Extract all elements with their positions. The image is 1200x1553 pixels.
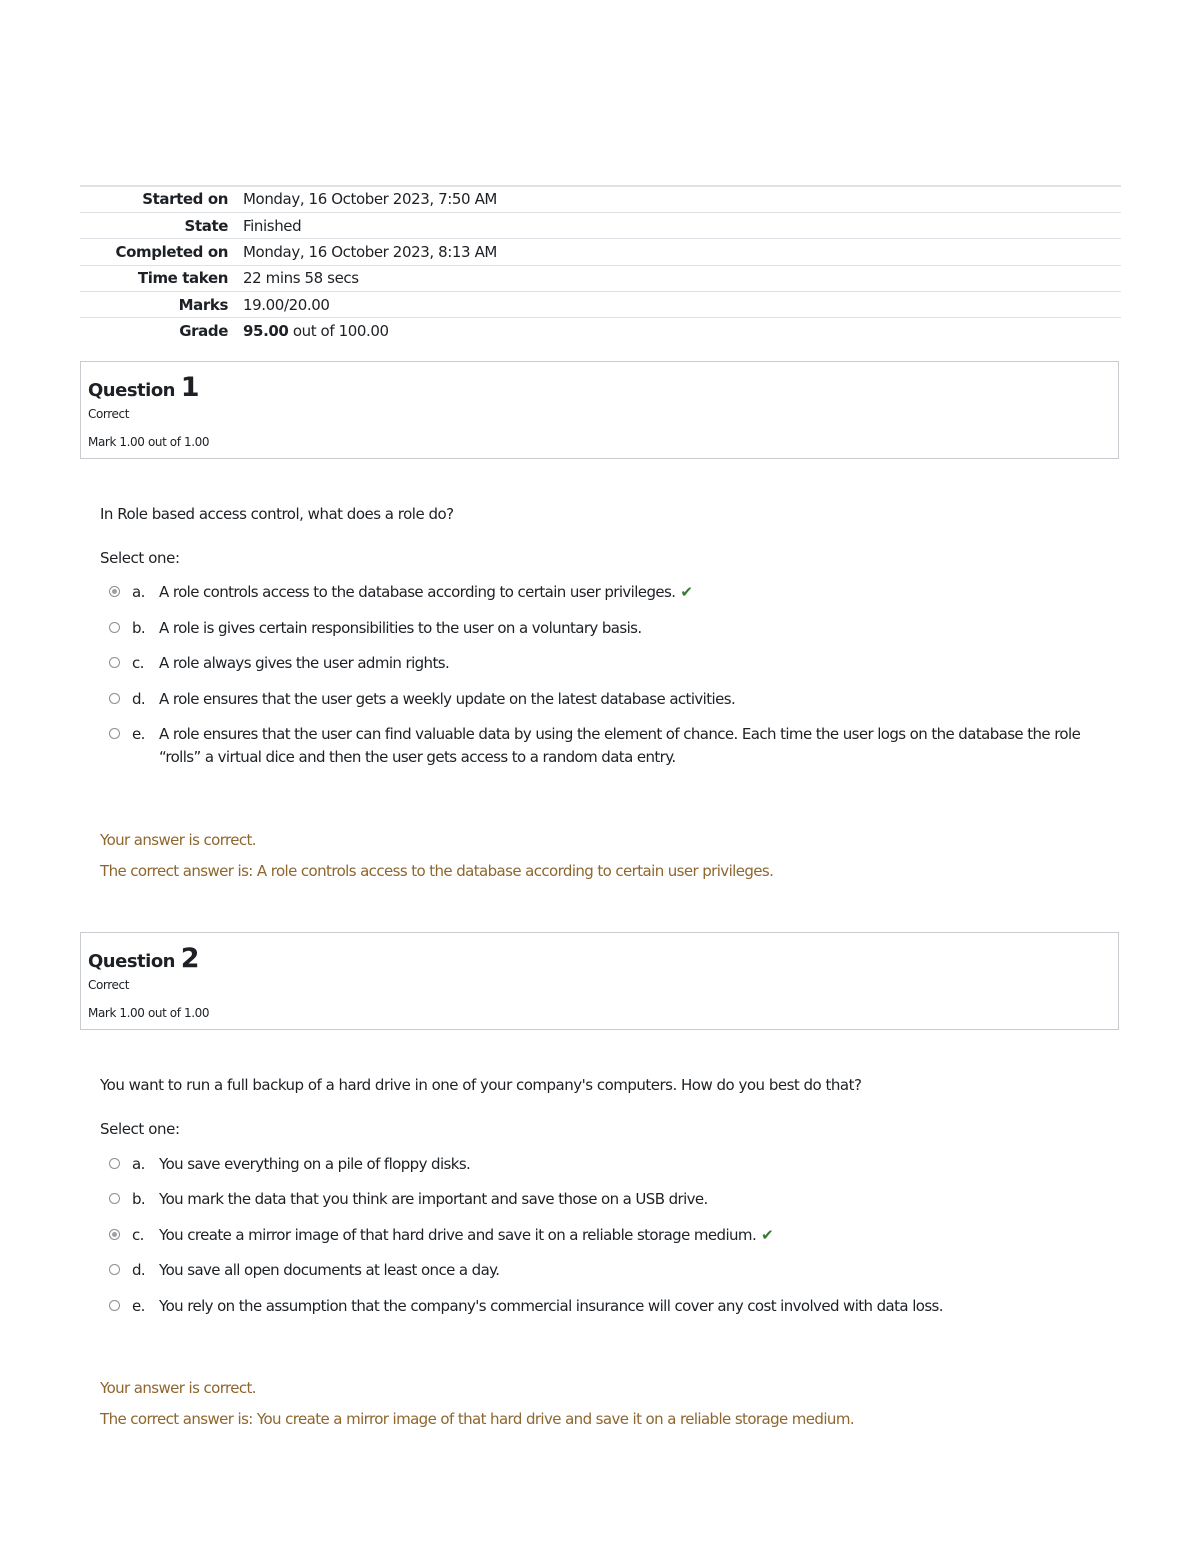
check-icon: ✔ (680, 583, 693, 601)
summary-label: State (184, 216, 228, 235)
summary-row-time-taken (80, 265, 1121, 291)
question-number (88, 943, 199, 974)
radio-button[interactable] (109, 657, 120, 668)
summary-label: Grade (179, 322, 228, 341)
summary-value (243, 318, 1121, 344)
question-grade: Mark 1.00 out of 1.00 (88, 1006, 210, 1020)
question-2-text: You want to run a full backup of a hard drive in one of your company's computers. How do you best do that? (100, 1076, 862, 1094)
option-letter: e. (132, 725, 145, 743)
radio-button[interactable] (109, 622, 120, 633)
question-1-correct-answer: The correct answer is: A role controls access to the database according to certain user privileges. (100, 862, 774, 880)
radio-button[interactable] (109, 1264, 120, 1275)
radio-button[interactable] (109, 1193, 120, 1204)
question-state: Correct (88, 407, 129, 421)
summary-value: 22 mins 58 secs (243, 269, 359, 288)
summary-row-grade (80, 318, 1121, 344)
radio-button[interactable] (109, 586, 120, 597)
option-text: A role ensures that the user gets a weekly update on the latest database activities. (159, 690, 736, 708)
question-2-prompt: Select one: (100, 1120, 180, 1138)
summary-row-marks (80, 292, 1121, 318)
option-letter: c. (132, 1226, 144, 1244)
question-1-feedback: Your answer is correct. (100, 831, 256, 849)
option-text: You rely on the assumption that the company's commercial insurance will cover any cost involved with data loss. (159, 1297, 943, 1315)
option-text (159, 581, 1099, 604)
option-text: You save all open documents at least once a day. (159, 1261, 500, 1279)
question-state: Correct (88, 978, 129, 992)
option-letter: e. (132, 1297, 145, 1315)
radio-button[interactable] (109, 1300, 120, 1311)
option-text: A role always gives the user admin rights. (159, 654, 450, 672)
summary-label: Started on (142, 190, 228, 209)
summary-label: Time taken (137, 269, 228, 288)
option-letter: a. (132, 1155, 145, 1173)
question-2-correct-answer: The correct answer is: You create a mirror image of that hard drive and save it on a reliable storage medium. (100, 1410, 855, 1428)
question-number (88, 372, 199, 403)
summary-value: Finished (243, 216, 302, 235)
option-label: You create a mirror image of that hard drive and save it on a reliable storage medium. (159, 1226, 757, 1244)
option-letter: b. (132, 619, 146, 637)
summary-label: Completed on (115, 242, 228, 261)
summary-value: 19.00/20.00 (243, 295, 330, 314)
option-letter: d. (132, 690, 146, 708)
radio-button[interactable] (109, 728, 120, 739)
option-letter: c. (132, 654, 144, 672)
question-num: 1 (180, 372, 200, 403)
option-label: A role controls access to the database according to certain user privileges. (159, 583, 676, 601)
question-2-feedback: Your answer is correct. (100, 1379, 256, 1397)
grade-suffix: out of 100.00 (292, 322, 389, 341)
option-text: You save everything on a pile of floppy disks. (159, 1155, 471, 1173)
option-letter: a. (132, 583, 145, 601)
radio-button[interactable] (109, 1158, 120, 1169)
summary-row-started (80, 186, 1121, 212)
question-1-info (80, 361, 1119, 459)
option-text: A role is gives certain responsibilities to the user on a voluntary basis. (159, 619, 642, 637)
option-text: You mark the data that you think are important and save those on a USB drive. (159, 1190, 708, 1208)
question-1-prompt: Select one: (100, 549, 180, 567)
question-label: Question (88, 951, 175, 972)
question-grade: Mark 1.00 out of 1.00 (88, 435, 210, 449)
summary-row-completed (80, 239, 1121, 265)
summary-label: Marks (178, 295, 228, 314)
summary-value: Monday, 16 October 2023, 7:50 AM (243, 190, 497, 209)
summary-row-state (80, 212, 1121, 238)
grade-value: 95.00 (243, 322, 289, 341)
summary-value: Monday, 16 October 2023, 8:13 AM (243, 242, 497, 261)
option-letter: d. (132, 1261, 146, 1279)
option-letter: b. (132, 1190, 146, 1208)
option-text: A role ensures that the user can find valuable data by using the element of chance. Each time the user logs on the database the role “rolls” a virtual dice and then the user gets access to a random data entry. (159, 725, 1081, 766)
radio-button[interactable] (109, 1229, 120, 1240)
radio-button[interactable] (109, 693, 120, 704)
check-icon: ✔ (761, 1226, 774, 1244)
question-num: 2 (180, 943, 200, 974)
question-2-info (80, 932, 1119, 1030)
attempt-summary (80, 185, 1121, 344)
question-label: Question (88, 380, 175, 401)
option-text (159, 1224, 1099, 1247)
question-1-text: In Role based access control, what does a role do? (100, 505, 454, 523)
